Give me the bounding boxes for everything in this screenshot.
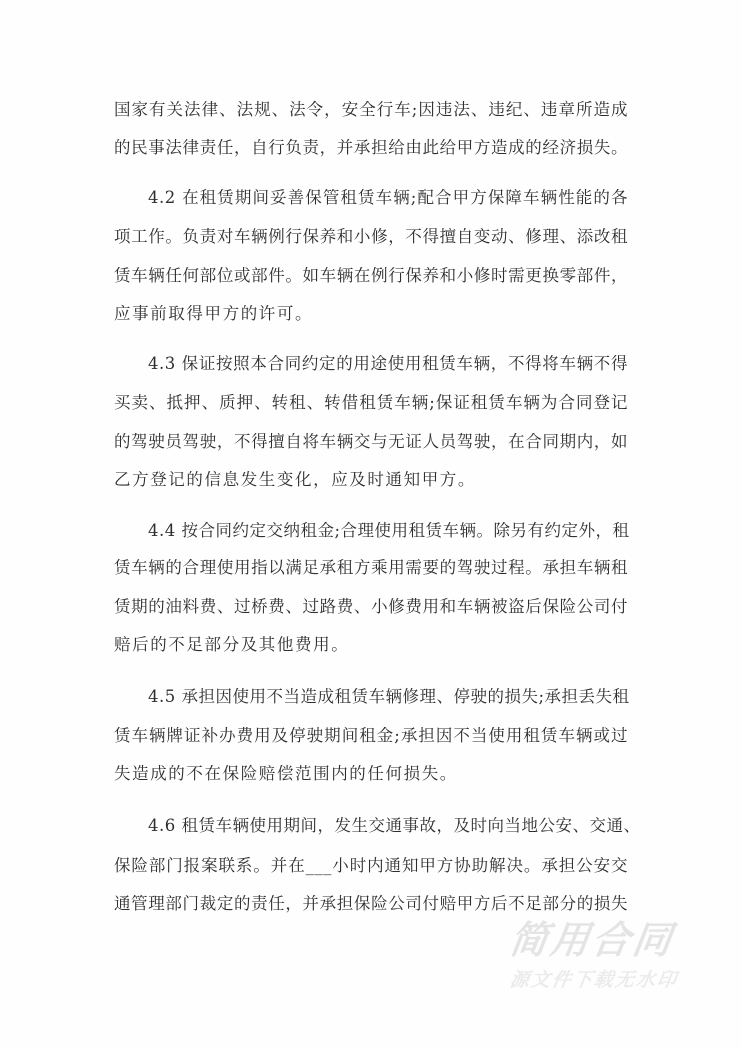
text-line: 4.2 在租赁期间妥善保管租赁车辆;配合甲方保障车辆性能的各 xyxy=(148,188,628,207)
text-line: 的民事法律责任，自行负责，并承担给由此给甲方造成的经济损失。 xyxy=(114,138,628,157)
text-line: 项工作。负责对车辆例行保养和小修，不得擅自变动、修理、添改租 xyxy=(114,227,628,246)
text-line: 4.4 按合同约定交纳租金;合理使用租赁车辆。除另有约定外，租 xyxy=(148,521,630,540)
text-line: 4.5 承担因使用不当造成租赁车辆修理、停驶的损失;承担丢失租 xyxy=(148,687,630,706)
text-line: 赁车辆牌证补办费用及停驶期间租金;承担因不当使用租赁车辆或过 xyxy=(114,726,628,745)
text-line: 赁车辆任何部位或部件。如车辆在例行保养和小修时需更换零部件， xyxy=(114,266,628,285)
text-line: 4.6 租赁车辆使用期间，发生交通事故，及时向当地公安、交通、 xyxy=(148,816,641,835)
text-line: 乙方登记的信息发生变化，应及时通知甲方。 xyxy=(114,470,476,489)
text-line: 赁期的油料费、过桥费、过路费、小修费用和车辆被盗后保险公司付 xyxy=(114,597,628,616)
text-line: 保险部门报案联系。并在___小时内通知甲方协助解决。承担公安交 xyxy=(114,856,628,875)
text-line: 赔后的不足部分及其他费用。 xyxy=(114,635,350,654)
text-line: 国家有关法律、法规、法令，安全行车;因违法、违纪、违章所造成 xyxy=(114,100,628,119)
text-line: 失造成的不在保险赔偿范围内的任何损失。 xyxy=(114,764,458,783)
text-line: 通管理部门裁定的责任，并承担保险公司付赔甲方后不足部分的损失 xyxy=(114,894,628,913)
text-line: 应事前取得甲方的许可。 xyxy=(114,304,314,323)
watermark xyxy=(506,918,700,992)
text-line: 赁车辆的合理使用指以满足承租方乘用需要的驾驶过程。承担车辆租 xyxy=(114,558,628,577)
watermark-subtitle: 源文件下载无水印 xyxy=(508,969,680,991)
text-line: 的驾驶员驾驶，不得擅自将车辆交与无证人员驾驶，在合同期内，如 xyxy=(114,432,628,451)
watermark-title: 简用合同 xyxy=(506,918,678,962)
text-line: 4.3 保证按照本合同约定的用途使用租赁车辆，不得将车辆不得 xyxy=(148,354,628,373)
text-line: 买卖、抵押、质押、转租、转借租赁车辆;保证租赁车辆为合同登记 xyxy=(114,393,628,412)
